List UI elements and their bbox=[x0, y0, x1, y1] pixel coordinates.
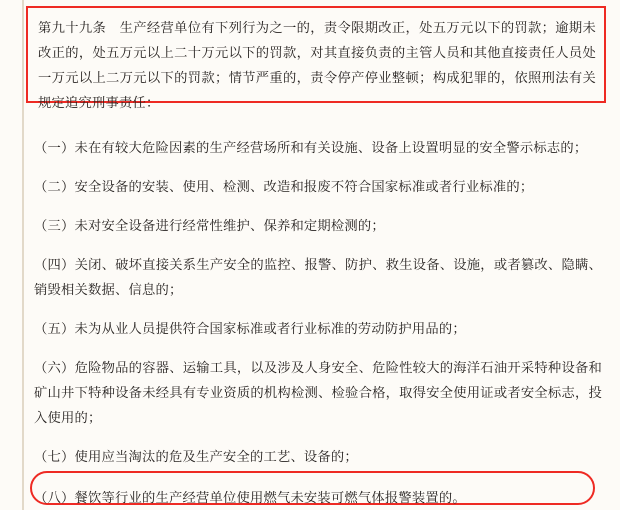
list-item: （一）未在有较大危险因素的生产经营场所和有关设施、设备上设置明显的安全警示标志的； bbox=[34, 140, 588, 155]
list-item: （三）未对安全设备进行经常性维护、保养和定期检测的； bbox=[34, 218, 385, 233]
page-left-rule bbox=[22, 0, 24, 510]
list-item: （六）危险物品的容器、运输工具，以及涉及人身安全、危险性较大的海洋石油开采特种设备和矿山井下特种设备未经具有专业资质的机构检测、检验合格，取得安全使用证或者安全标志，投入使用的； bbox=[34, 360, 602, 425]
list-item: （五）未为从业人员提供符合国家标准或者行业标准的劳动防护用品的； bbox=[34, 321, 466, 336]
document-content bbox=[34, 10, 602, 510]
list-item: （八）餐饮等行业的生产经营单位使用燃气未安装可燃气体报警装置的。 bbox=[34, 490, 466, 505]
spacer bbox=[34, 127, 602, 135]
article-text: 第九十九条 生产经营单位有下列行为之一的，责令限期改正，处五万元以下的罚款；逾期未改正的，处五万元以上二十万元以下的罚款，对其直接负责的主管人员和其他直接责任人员处一万元以上二万元以下的罚款；情节严重的，责令停产停业整顿；构成犯罪的，依照刑法有关规定追究刑事责任： bbox=[38, 20, 596, 110]
list-item: （二）安全设备的安装、使用、检测、改造和报废不符合国家标准或者行业标准的； bbox=[34, 179, 534, 194]
list-item: （七）使用应当淘汰的危及生产安全的工艺、设备的； bbox=[34, 449, 358, 464]
article-block bbox=[34, 10, 602, 119]
list-item: （四）关闭、破坏直接关系生产安全的监控、报警、防护、救生设备、设施，或者篡改、隐瞒、销毁相关数据、信息的； bbox=[34, 257, 602, 297]
